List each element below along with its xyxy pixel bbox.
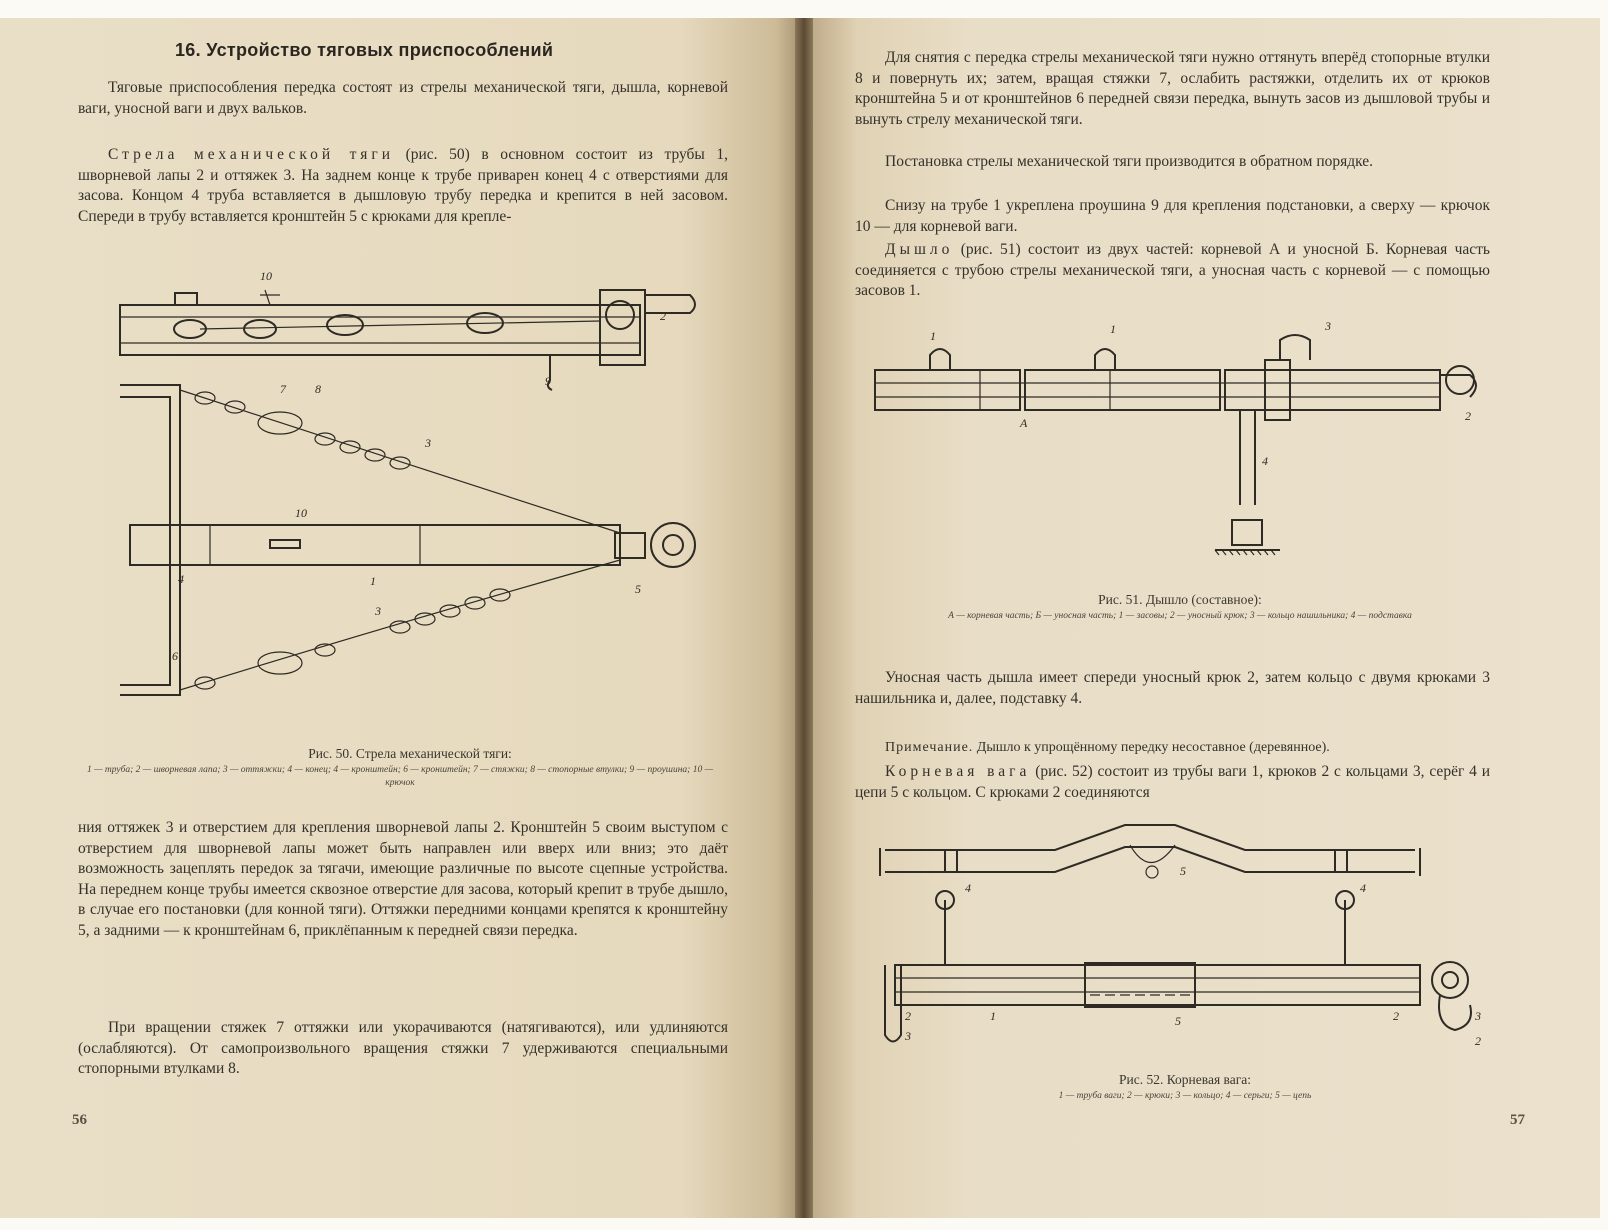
page-number-left: 56	[72, 1112, 87, 1128]
fig51-label-2: 2	[1465, 409, 1471, 423]
fig52-label-4a: 4	[965, 881, 971, 895]
fig52-label-5b: 5	[1175, 1014, 1181, 1028]
figure-52-caption: Рис. 52. Корневая вага:	[1118, 1072, 1251, 1087]
figure-51-drawing	[870, 319, 1520, 580]
fig50-label-1: 1	[370, 574, 376, 588]
fig50-label-7: 7	[280, 382, 286, 396]
para-6-body: (рис. 52) состоит из трубы ваги 1, крюков 2 с кольцами 3, серёг 4 и цепи 5 с кольцом. С крюками 2 соединяются	[855, 763, 1490, 801]
fig51-label-4: 4	[1262, 454, 1268, 468]
fig52-label-2a: 2	[905, 1009, 911, 1023]
para-2-heading: Стрела механической тяги	[108, 146, 395, 163]
fig52-label-2b: 2	[1393, 1009, 1399, 1023]
left-paragraph-2	[78, 145, 728, 227]
fig50-label-10-top: 10	[260, 269, 272, 283]
fig50-label-3-upper: 3	[425, 436, 431, 450]
section-title: 16. Устройство тяговых приспособлений	[175, 40, 554, 60]
figure-51-legend: А — корневая часть; Б — уносная часть; 1 — засовы; 2 — уносный крюк; 3 — кольцо нашильника; 4 — подставка	[948, 611, 1412, 621]
right-paragraph-4	[855, 240, 1490, 302]
fig51-label-3: 3	[1325, 319, 1331, 333]
fig50-label-9: 9	[545, 374, 551, 388]
note-body: Дышло к упрощённому передку несоставное (деревянное).	[976, 740, 1330, 755]
fig52-label-4b: 4	[1360, 881, 1366, 895]
book-gutter	[795, 18, 813, 1218]
fig51-label-1b: 1	[1110, 322, 1116, 336]
fig50-label-4: 4	[178, 572, 184, 586]
note-heading: Примечание.	[885, 740, 974, 755]
right-note	[855, 738, 1490, 759]
right-paragraph-2: Постановка стрелы механической тяги производится в обратном порядке.	[885, 153, 1374, 170]
figure-50-drawing	[100, 265, 720, 735]
figure-52-legend: 1 — труба ваги; 2 — крюки; 3 — кольцо; 4 — серьги; 5 — цепь	[1058, 1091, 1312, 1101]
left-paragraph-1: Тяговые приспособления передка состоят из стрелы механической тяги, дышла, корневой ваги, уносной ваги и двух вальков.	[78, 79, 728, 117]
figure-50-legend: 1 — труба; 2 — шворневая лапа; 3 — оттяжки; 4 — конец; 4 — кронштейн; 6 — кронштейн; 7 — стяжки; 8 — стопорные втулки; 9 — проушина; 10 — крючок	[86, 765, 714, 788]
fig52-label-3a: 3	[905, 1029, 911, 1043]
fig50-label-5: 5	[635, 582, 641, 596]
para-4-body: (рис. 51) состоит из двух частей: корневой А и уносной Б. Корневая часть соединяется с трубою стрелы механической тяги, а уносная часть с корневой — с помощью засовов 1.	[855, 241, 1490, 300]
left-paragraph-4: При вращении стяжек 7 оттяжки или укорачиваются (натягиваются), или удлиняются (ослабляются). От самопроизвольного вращения стяжки 7 удерживаются специальными стопорными втулками 8.	[78, 1019, 728, 1078]
fig52-label-1: 1	[990, 1009, 996, 1023]
para-4-heading: Дышло	[885, 241, 954, 258]
fig51-label-1a: 1	[930, 329, 936, 343]
fig50-label-6: 6	[172, 649, 178, 663]
left-paragraph-3: ния оттяжек 3 и отверстием для крепления шворневой лапы 2. Кронштейн 5 своим выступом с отверстием для шворневой лапы может быть направлен или вверх или вниз; это даёт возможность зацеплять передок за тягачи, имеющие различные по высоте сцепные устройства. На переднем конце трубы имеется сквозное отверстие для засова, который крепит в трубе дышло, в случае его постановки (для конной тяги). Оттяжки передними концами крепятся к кронштейну 5, а задними — к кронштейнам 6, приклёпанным к передней связи передка.	[78, 819, 728, 939]
page-number-right: 57	[1510, 1112, 1525, 1128]
fig50-label-2: 2	[660, 309, 666, 323]
fig52-label-5a: 5	[1180, 864, 1186, 878]
fig50-label-10: 10	[295, 506, 307, 520]
right-paragraph-1: Для снятия с передка стрелы механической тяги нужно оттянуть вперёд стопорные втулки 8 и повернуть их; затем, вращая стяжки 7, ослабить растяжки, отделить их от крюков кронштейна 5 и от кронштейнов 6 передней связи передка, вынуть засов из дышловой трубы и вынуть стрелу механической тяги.	[855, 49, 1490, 128]
figure-50-caption: Рис. 50. Стрела механической тяги:	[308, 746, 512, 761]
figure-51-caption: Рис. 51. Дышло (составное):	[1098, 592, 1262, 607]
right-paragraph-6	[855, 762, 1490, 803]
figure-52-drawing	[875, 820, 1515, 1055]
right-paragraph-3: Снизу на трубе 1 укреплена проушина 9 для крепления подстановки, а сверху — крючок 10 — для корневой ваги.	[855, 197, 1490, 235]
fig50-label-3-lower: 3	[375, 604, 381, 618]
fig51-label-A: А	[1020, 416, 1028, 430]
para-2-body: (рис. 50) в основном состоит из трубы 1, шворневой лапы 2 и оттяжек 3. На заднем конце к трубе приварен конец 4 с отверстиями для засова. Концом 4 труба вставляется в дышловую трубу передка и крепится в ней засовом. Спереди в трубу вставляется кронштейн 5 с крюками для крепле-	[78, 146, 729, 225]
fig52-label-3b: 3	[1475, 1009, 1481, 1023]
right-paragraph-5: Уносная часть дышла имеет спереди уносный крюк 2, затем кольцо с двумя крюками 3 нашильника и, далее, подставку 4.	[855, 669, 1490, 707]
fig52-label-2c: 2	[1475, 1034, 1481, 1048]
para-6-heading: Корневая вага	[885, 763, 1031, 780]
fig50-label-8: 8	[315, 382, 321, 396]
